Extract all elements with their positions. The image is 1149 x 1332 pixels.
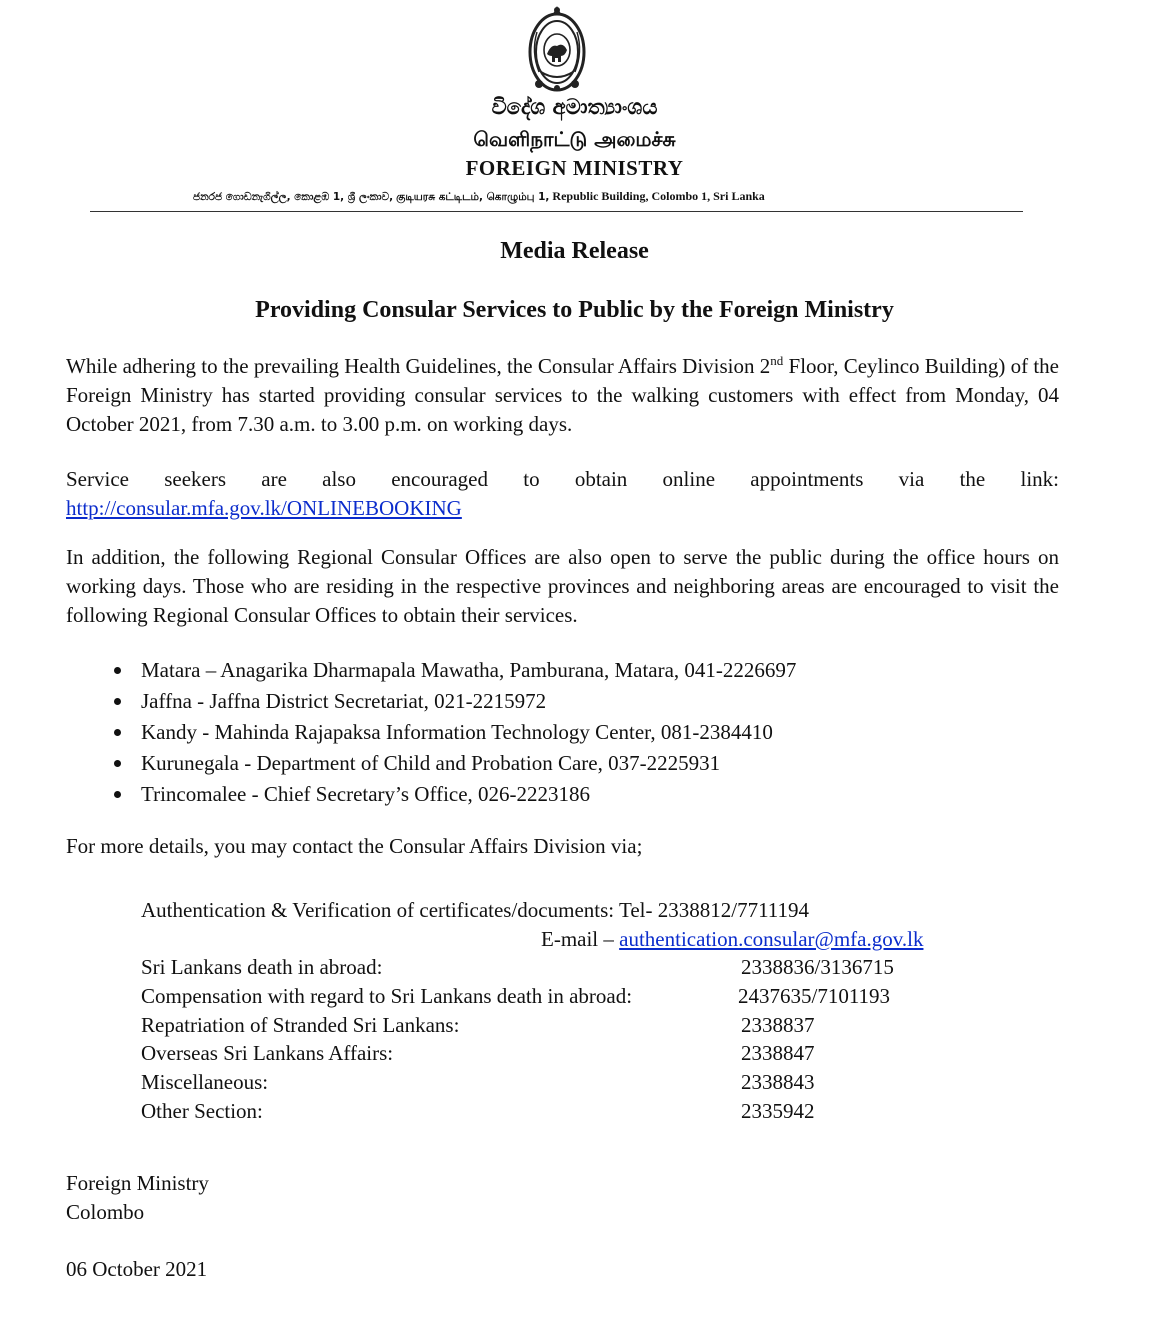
bullet-icon bbox=[114, 698, 121, 705]
bullet-icon bbox=[114, 667, 121, 674]
paragraph-consular-services: While adhering to the prevailing Health Guidelines, the Consular Affairs Division 2nd Floor, Ceylinco Building) of the Foreign Ministry has started providing consular services to the walking customers with effect from Monday, 04 October 2021, from 7.30 a.m. to 3.00 p.m. on working days. bbox=[66, 353, 1059, 436]
list-item: Kandy - Mahinda Rajapaksa Information Technology Center, 081-2384410 bbox=[0, 718, 796, 749]
bullet-icon bbox=[114, 791, 121, 798]
list-item: Matara – Anagarika Dharmapala Mawatha, Pamburana, Matara, 041-2226697 bbox=[0, 656, 796, 687]
online-booking-link[interactable]: http://consular.mfa.gov.lk/ONLINEBOOKING bbox=[66, 496, 462, 520]
sri-lanka-emblem-icon bbox=[527, 2, 587, 94]
letterhead-english-name: FOREIGN MINISTRY bbox=[465, 156, 684, 180]
release-date: 06 October 2021 bbox=[66, 1257, 208, 1281]
list-item: Trincomalee - Chief Secretary’s Office, 026-2223186 bbox=[0, 780, 796, 811]
contact-intro: For more details, you may contact the Consular Affairs Division via; bbox=[66, 834, 643, 858]
release-title: Providing Consular Services to Public by the Foreign Ministry bbox=[255, 297, 894, 323]
superscript-nd: nd bbox=[770, 353, 784, 368]
address-sinhala: ජනරජ ගොඩනැගිල්ල, කොළඹ 1, ශ්‍රී ලංකාව, bbox=[193, 191, 394, 203]
address-tamil: குடியரசு கட்டிடம், கொழும்பு 1, bbox=[396, 191, 550, 203]
paragraph-regional-offices: In addition, the following Regional Consular Offices are also open to serve the public during the office hours on working days. Those who are residing in the respective provinces and neighboring areas are encouraged to visit the following Regional Consular Offices to obtain their services. bbox=[66, 545, 1059, 627]
authentication-email-link[interactable]: authentication.consular@mfa.gov.lk bbox=[619, 926, 924, 951]
list-item: Kurunegala - Department of Child and Probation Care, 037-2225931 bbox=[0, 749, 796, 780]
list-item: Jaffna - Jaffna District Secretariat, 021-2215972 bbox=[0, 687, 796, 718]
paragraph-online-appointments: Service seekers are also encouraged to obtain online appointments via the link: http://consular.mfa.gov.lk/ONLINEBOOKING bbox=[66, 467, 1059, 520]
bullet-icon bbox=[114, 760, 121, 767]
document-page: විදේශ අමාත්‍යාංශය வெளிநாட்டு அமைச்சு FOREIGN MINISTRY ජනරජ ගොඩනැගිල්ල, කොළඹ 1, ශ්‍රී ලංකාව, குடியரசு கட்டிடம், கொழும்பு 1, Republic Building, Colombo 1, Sri Lanka Media Release Providing Consular Services to Public by the Foreign Ministry While adhering to the prevailing Health Guidelines, the Consular Affairs Division 2nd Floor, Ceylinco Building) of the Foreign Ministry has started providing consular services to the walking customers with effect from Monday, 04 October 2021, from 7.30 a.m. to 3.00 p.m. on working days. Service seekers are also encouraged to obtain online appointments via the link: http://consular.mfa.gov.lk/ONLINEBOOKING In addition, the following Regional Consular Offices are also open to serve the public during the office hours on working days. Those who are residing in the respective provinces and neighboring areas are encouraged to visit the following Regional Consular Offices to obtain their services. Matara – Anagarika Dharmapala Mawatha, Pamburana, Matara, 041-2226697 Jaffna - Jaffna District Secretariat, 021-2215972 Kandy - Mahinda Rajapaksa Information Technology Center, 081-2384410 Kurunegala - Department of Child and Probation Care, 037-2225931 Trincomalee - Chief Secretary’s Office, 026-2223186 For more details, you may contact the Consular Affairs Division via; Authentication & Verification of certificates/documents: Tel- 2338812/7711194 E-mail – authentication.consular@mfa.gov.lk Sri Lankans death in abroad: 2338836/3136715 Compensation with regard to Sri Lankans death in abroad: 2437635/7101193 Repatriation of Stranded Sri Lankans: 2338837 Overseas Sri Lankans Affairs: 2338847 Miscellaneous: 2338843 Other Section: 2335942 Foreign Ministry Colombo 06 October 2021 bbox=[0, 0, 1149, 1332]
regional-offices-list bbox=[0, 656, 796, 811]
media-release-heading: Media Release bbox=[500, 238, 649, 264]
letterhead-tamil-name: வெளிநாட்டு அமைச்சு bbox=[473, 127, 676, 151]
signature-line2: Colombo bbox=[66, 1200, 145, 1224]
signature-line1: Foreign Ministry bbox=[66, 1171, 209, 1195]
letterhead-address bbox=[193, 189, 945, 204]
letterhead-sinhala-name: විදේශ අමාත්‍යාංශය bbox=[491, 95, 658, 119]
letterhead-divider bbox=[90, 211, 1023, 212]
bullet-icon bbox=[114, 729, 121, 736]
signature-block bbox=[66, 1169, 209, 1227]
address-english: Republic Building, Colombo 1, Sri Lanka bbox=[552, 189, 765, 203]
